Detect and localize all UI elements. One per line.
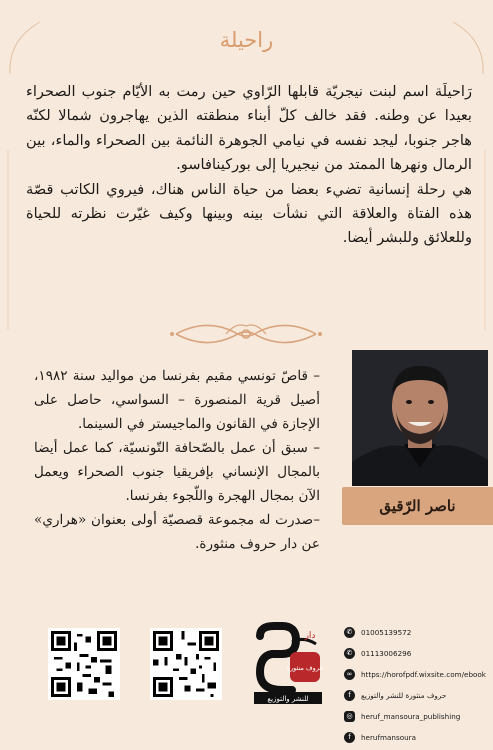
publisher-logo-label: حروف منثورة bbox=[286, 664, 324, 672]
synopsis-paragraph: رَاحيلَة اسم لبنت نيجريّة قابلها الرّاوي حين رمت به الأيّام جنوب الصحراء بعيدا عن وطنه. فقد خالف كلّ أبناء منطقته الذين يهاجرون شمالا لكنّه هاجر جنوبا، ليجد نفسه في نيامي الجوهرة النائمة بين الصحراء والماء، بين الرمال ونهرها الممتد من نيجيريا إلى بوركينافاسو. bbox=[26, 83, 472, 174]
author-photo bbox=[352, 350, 488, 486]
contact-text: حروف منثورة للنشر والتوزيع bbox=[361, 691, 447, 700]
contact-text: heruf_mansoura_publishing bbox=[361, 712, 461, 721]
publisher-logo-label: للنشر والتوزيع bbox=[267, 695, 309, 703]
facebook-icon: f bbox=[344, 732, 355, 743]
contact-list bbox=[344, 624, 493, 750]
instagram-icon: ◎ bbox=[344, 711, 355, 722]
author-name: ناصر الرّقيق bbox=[342, 487, 493, 525]
contact-text: 01005139572 bbox=[361, 628, 412, 637]
whatsapp-icon: ✆ bbox=[344, 648, 355, 659]
publisher-logo bbox=[252, 622, 324, 706]
bio-paragraph: – قاصّ تونسي مقيم بفرنسا من مواليد سنة ١٩٨٢، أصيل قرية المنصورة – السواسي، حاصل على الإجازة في القانون والماجيستر في السينما. bbox=[34, 368, 320, 432]
contact-facebook[interactable] bbox=[344, 687, 493, 704]
link-icon: ∞ bbox=[344, 669, 355, 680]
contact-phone[interactable] bbox=[344, 645, 493, 662]
whatsapp-icon: ✆ bbox=[344, 627, 355, 638]
bio-paragraph: – سبق أن عمل بالصّحافة التّونسيّة، كما عمل أيضا بالمجال الإنساني بإفريقيا جنوب الصحراء ويعمل الآن بمجال الهجرة واللّجوء بفرنسا. bbox=[34, 440, 320, 504]
synopsis-paragraph: هي رحلة إنسانية تضيء بعضا من حياة الناس هناك، فيروي الكاتب قصّة هذه الفتاة والعلاقة التي نشأت بينه وبينها وكيف غيّرت نظرته للحياة وللعلائق وللبشر أيضا. bbox=[26, 180, 472, 247]
book-title: راحيلة bbox=[219, 28, 274, 52]
ornament-divider-icon bbox=[166, 314, 326, 354]
qr-code-icon[interactable] bbox=[150, 628, 222, 700]
author-bio bbox=[34, 364, 320, 556]
publisher-logo-label: دار bbox=[304, 631, 316, 641]
contact-text: https://horofpdf.wixsite.com/ebook bbox=[361, 670, 486, 679]
contact-text: 01113006296 bbox=[361, 649, 412, 658]
facebook-icon: f bbox=[344, 690, 355, 701]
contact-phone[interactable] bbox=[344, 624, 493, 641]
contact-text: herufmansoura bbox=[361, 733, 417, 742]
book-synopsis bbox=[26, 80, 472, 251]
bio-paragraph: –صدرت له مجموعة قصصيّة أولى بعنوان «هراري» عن دار حروف منثورة. bbox=[34, 512, 320, 552]
contact-facebook[interactable] bbox=[344, 729, 493, 746]
qr-code-icon[interactable] bbox=[48, 628, 120, 700]
contact-website[interactable] bbox=[344, 666, 493, 683]
contact-instagram[interactable] bbox=[344, 708, 493, 725]
